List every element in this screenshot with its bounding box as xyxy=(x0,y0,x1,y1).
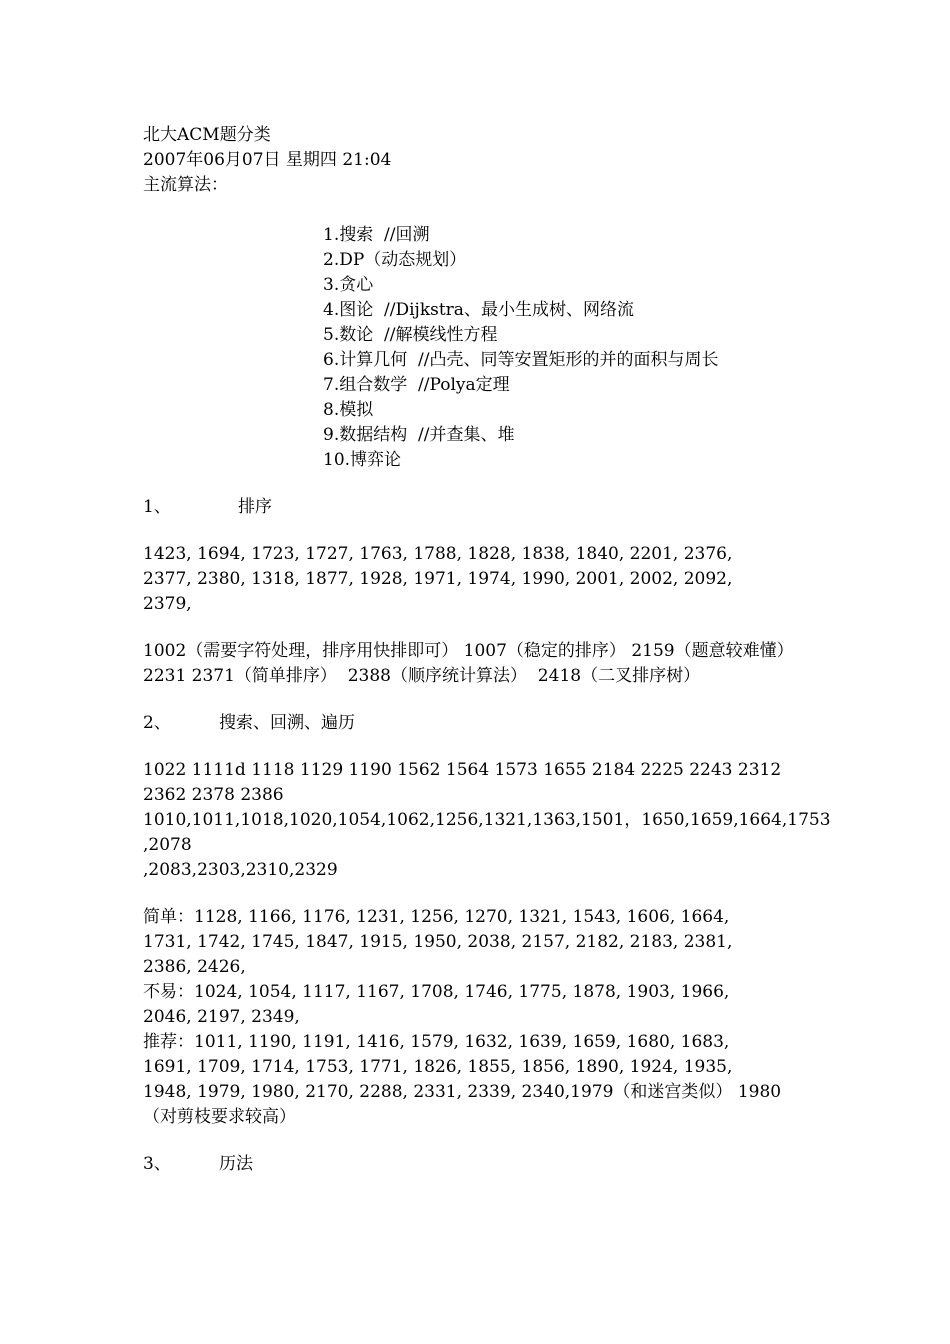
section-title: 历法 xyxy=(219,1154,253,1174)
problem-list-line: 1022 1111d 1118 1129 1190 1562 1564 1573 1655 2184 2225 2243 2312 xyxy=(143,760,782,780)
algorithm-item: 2.DP（动态规划） xyxy=(323,250,467,270)
problem-note-line: 1731, 1742, 1745, 1847, 1915, 1950, 2038, 2157, 2182, 2183, 2381, xyxy=(143,932,733,952)
doc-date: 2007年06月07日 星期四 21:04 xyxy=(143,150,392,170)
algorithm-item: 1.搜索 //回溯 xyxy=(323,225,430,245)
mainstream-heading: 主流算法： xyxy=(143,175,228,195)
problem-list-line: 2379, xyxy=(143,594,192,614)
algorithm-item: 5.数论 //解模线性方程 xyxy=(323,325,498,345)
section-number: 1、 xyxy=(143,497,171,517)
problem-list-line: ,2083,2303,2310,2329 xyxy=(143,860,338,880)
problem-note-line: 1002（需要字符处理，排序用快排即可） 1007（稳定的排序） 2159（题意较难懂） xyxy=(143,641,794,661)
problem-note-line: 2231 2371（简单排序） 2388（顺序统计算法） 2418（二叉排序树） xyxy=(143,666,701,686)
problem-list-line: 1423, 1694, 1723, 1727, 1763, 1788, 1828, 1838, 1840, 2201, 2376, xyxy=(143,544,733,564)
problem-note-line: 2386, 2426, xyxy=(143,957,246,977)
problem-note-line: 1948, 1979, 1980, 2170, 2288, 2331, 2339, 2340,1979（和迷宫类似） 1980 xyxy=(143,1082,782,1102)
algorithm-item: 4.图论 //Dijkstra、最小生成树、网络流 xyxy=(323,300,634,320)
section-number: 3、 xyxy=(143,1154,171,1174)
problem-list-line: ,2078 xyxy=(143,835,192,855)
problem-note-line: 1691, 1709, 1714, 1753, 1771, 1826, 1855, 1856, 1890, 1924, 1935, xyxy=(143,1057,733,1077)
algorithm-item: 10.博弈论 xyxy=(323,450,402,470)
algorithm-item: 9.数据结构 //并查集、堆 xyxy=(323,425,515,445)
algorithm-item: 6.计算几何 //凸壳、同等安置矩形的并的面积与周长 xyxy=(323,350,719,370)
problem-list-line: 2377, 2380, 1318, 1877, 1928, 1971, 1974, 1990, 2001, 2002, 2092, xyxy=(143,569,733,589)
section-title: 搜索、回溯、遍历 xyxy=(219,713,355,733)
algorithm-item: 3.贪心 xyxy=(323,275,374,295)
problem-note-line: 简单：1128, 1166, 1176, 1231, 1256, 1270, 1321, 1543, 1606, 1664, xyxy=(143,907,730,927)
problem-note-line: 推荐：1011, 1190, 1191, 1416, 1579, 1632, 1639, 1659, 1680, 1683, xyxy=(143,1032,730,1052)
problem-note-line: 不易：1024, 1054, 1117, 1167, 1708, 1746, 1775, 1878, 1903, 1966, xyxy=(143,982,730,1002)
problem-list-line: 1010,1011,1018,1020,1054,1062,1256,1321,1363,1501，1650,1659,1664,1753 xyxy=(143,810,831,830)
algorithm-item: 8.模拟 xyxy=(323,400,374,420)
problem-list-line: 2362 2378 2386 xyxy=(143,785,284,805)
doc-title: 北大ACM题分类 xyxy=(143,125,271,145)
problem-note-line: 2046, 2197, 2349, xyxy=(143,1007,300,1027)
problem-note-line: （对剪枝要求较高） xyxy=(143,1107,296,1127)
algorithm-item: 7.组合数学 //Polya定理 xyxy=(323,375,510,395)
section-number: 2、 xyxy=(143,713,171,733)
section-title: 排序 xyxy=(238,497,272,517)
